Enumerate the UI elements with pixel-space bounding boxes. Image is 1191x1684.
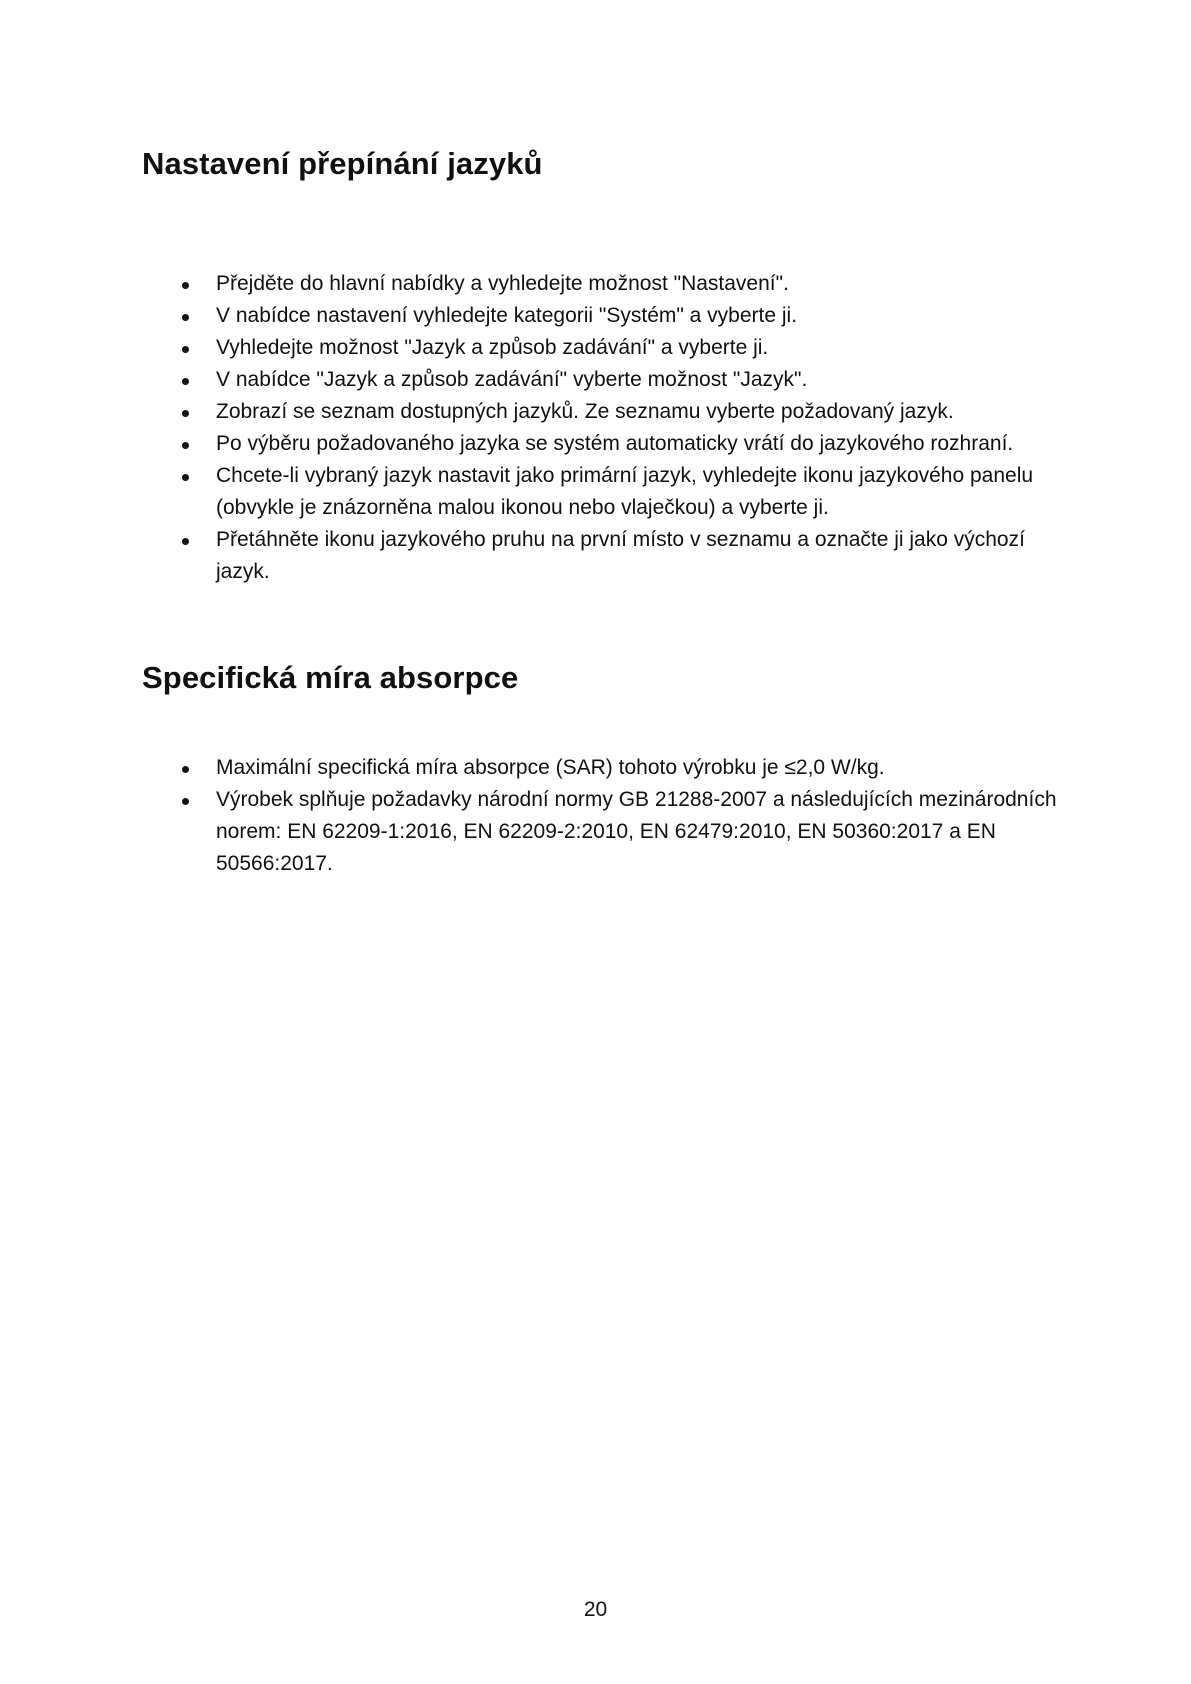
list-item-text: Výrobek splňuje požadavky národní normy GB 21288-2007 a následujících mezinárodních norem: EN 62209-1:2016, EN 62209-2:2010, EN 62479:2010, EN 50360:2017 a EN 50566:2017. — [216, 788, 1057, 875]
bullet-icon — [182, 766, 189, 773]
bullet-icon — [182, 282, 189, 289]
section-title-language-settings: Nastavení přepínání jazyků — [142, 146, 543, 181]
list-item-text: Zobrazí se seznam dostupných jazyků. Ze seznamu vyberte požadovaný jazyk. — [216, 400, 954, 423]
list-item — [0, 396, 1191, 428]
list-item — [0, 300, 1191, 332]
bullet-icon — [182, 378, 189, 385]
list-item-text: V nabídce "Jazyk a způsob zadávání" vyberte možnost "Jazyk". — [216, 368, 808, 391]
page-number: 20 — [583, 1598, 608, 1621]
list-item-text: Chcete-li vybraný jazyk nastavit jako primární jazyk, vyhledejte ikonu jazykového panelu (obvykle je znázorněna malou ikonou nebo vlaječkou) a vyberte ji. — [216, 464, 1034, 519]
language-settings-steps-list — [0, 268, 1191, 588]
list-item — [0, 460, 1191, 524]
list-item-text: Maximální specifická míra absorpce (SAR) tohoto výrobku je ≤2,0 W/kg. — [216, 756, 885, 779]
list-item — [0, 752, 1191, 784]
list-item-text: V nabídce nastavení vyhledejte kategorii "Systém" a vyberte ji. — [216, 304, 798, 327]
list-item — [0, 784, 1191, 880]
list-item — [0, 364, 1191, 396]
bullet-icon — [182, 314, 189, 321]
list-item — [0, 428, 1191, 460]
list-item-text: Přetáhněte ikonu jazykového pruhu na první místo v seznamu a označte ji jako výchozí jazyk. — [216, 528, 1025, 583]
bullet-icon — [182, 474, 189, 481]
list-item — [0, 268, 1191, 300]
list-item — [0, 524, 1191, 588]
bullet-icon — [182, 346, 189, 353]
list-item-text: Vyhledejte možnost "Jazyk a způsob zadávání" a vyberte ji. — [216, 336, 769, 359]
list-item-text: Přejděte do hlavní nabídky a vyhledejte možnost "Nastavení". — [216, 272, 789, 295]
bullet-icon — [182, 442, 189, 449]
list-item-text: Po výběru požadovaného jazyka se systém automaticky vrátí do jazykového rozhraní. — [216, 432, 1014, 455]
bullet-icon — [182, 538, 189, 545]
sar-info-list — [0, 752, 1191, 880]
bullet-icon — [182, 798, 189, 805]
bullet-icon — [182, 410, 189, 417]
section-title-sar: Specifická míra absorpce — [142, 660, 519, 695]
list-item — [0, 332, 1191, 364]
